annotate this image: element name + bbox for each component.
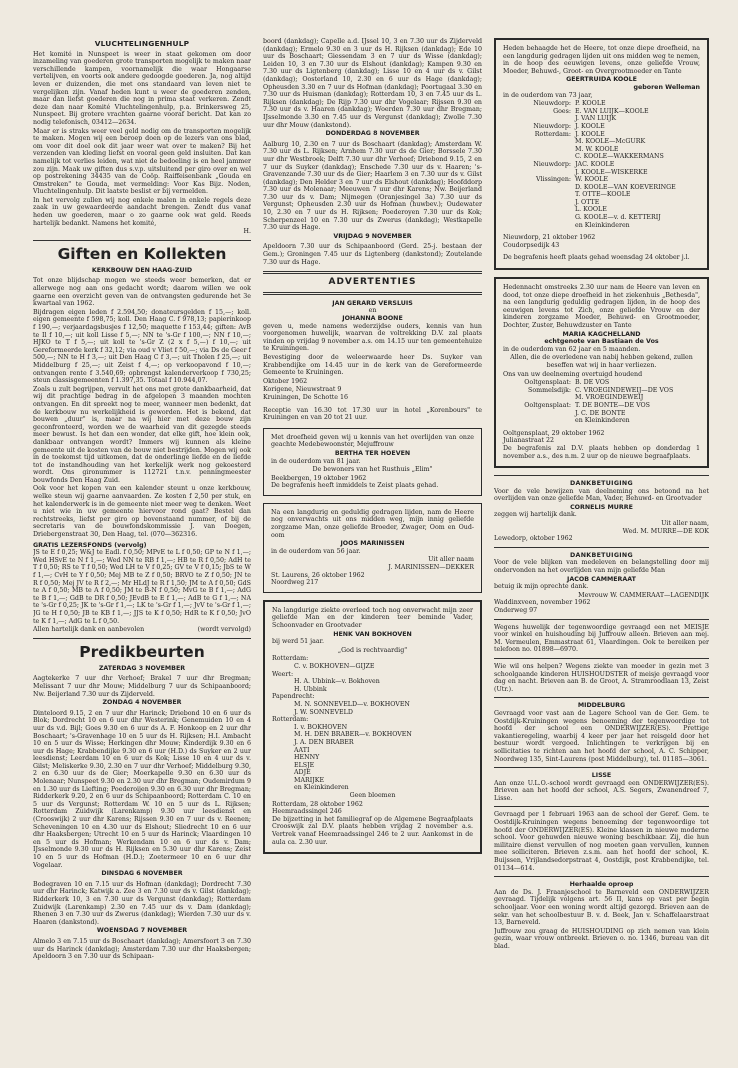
divider bbox=[494, 697, 709, 698]
burial: De begrafenis zal D.V. plaats hebben op donderdag 1 november a.s., des n.m. 2 uur op de nieuwe begraafplaats. bbox=[503, 444, 700, 460]
family-row: Ooltgensplaat: B. DE VOS bbox=[524, 379, 610, 387]
small-ad-title: Herhaalde oproep bbox=[569, 881, 634, 889]
age: in de ouderdom van 56 jaar. bbox=[271, 547, 361, 555]
paragraph: geven u, mede namens wederzijdse ouders, kennis van hun voorgenomen huwelijk, waarvan de voltrekking D.V. zal plaats vinden op vrijdag 9 november a.s. om 14.15 uur ten gemeentehuize te Kruiningen. bbox=[263, 322, 482, 353]
paragraph: Receptie van 16.30 tot 17.30 uur in hotel „Korenbours" te Kruiningen en van 20 tot 21 uur. bbox=[263, 406, 482, 422]
from: Mevrouw W. CAMMERAAT—LAGENDIJK bbox=[578, 591, 709, 599]
name: JOHANNA BOONE bbox=[342, 315, 403, 322]
paragraph: Bevestiging door de weleerwaarde heer Ds. Suyker van Krabbendijke om 14.45 uur in de kerk van de Gereformeerde Gemeente te Kruiningen. bbox=[263, 353, 482, 377]
paragraph: Voor de vele blijken van medeleven en belangstelling door mij ondervonden na het overlijden van mijn geliefde Man bbox=[494, 559, 709, 575]
subheading: GRATIS LEZERSFONDS (vervolg) bbox=[33, 541, 147, 549]
place: Lewedorp, oktober 1962 bbox=[494, 535, 573, 543]
place: Beekbergen, 19 oktober 1962 bbox=[271, 474, 367, 482]
burial: De begrafenis heeft inmiddels te Zeist plaats gehad. bbox=[271, 482, 439, 490]
place: Waddinxveen, november 1962 bbox=[494, 599, 591, 607]
announcement-death-ter-hoeven bbox=[263, 428, 482, 496]
age: in de ouderdom van 62 jaar en 5 maanden. bbox=[503, 345, 641, 353]
day-heading: WOENSDAG 7 NOVEMBER bbox=[96, 927, 188, 935]
paragraph: Maar er is straks weer veel geld nodig om de transporten mogelijk te maken. Mogen wij een beroep doen op de lezers van ons blad, om voor dit doel ook dit jaar weer wat over te maken? Bij het verzenden van kleding liefst en vooral geen geld insluiten. Dat kan namelijk tot verlies leiden, wat niet de bedoeling is en heel jammer zou zijn. Maak uw giften dus s.v.p. uitsluitend per giro over en wel op postrekening 34435 van de Coöp. Raiffeisenbank „Gouda en Omstreken" te Gouda, met vermelding: Voor Kas Bijz. Noden, Vluchtelingenhulp. Dit laatste beslist er bij vermelden. bbox=[33, 127, 251, 196]
conjunction: en bbox=[368, 307, 377, 315]
paragraph: Dinteloord 9.15, 2 en 7 uur dhr Harinck; Driebond 10 en 6 uur ds Blok; Dordrecht 10 en 6 uur dhr Westerink; Genemuiden 10 en 4 uur ds v.d. Bijl; Goes 9.30 en 6 uur ds A. F. Honkoop en 2 uur dhr Boschaart; 's-Gravenhage 10 en 5 uur ds H. Rijksen; H.I. Ambacht 10 en 5 uur ds Wisse; Herkingen dhr Mouw; Kinderdijk 9.30 en 6 uur ds Hage; Krabbendijke 9.30 en 6 uur (H.D.) ds Suyker en 2 uur leesdienst; Leerdam 10 en 6 uur ds Kok; Lisse 10 en 4 uur ds v. Gilst; Meliskerke 9.30, 2.30 en 7 uur dhr Verhoef; Middelburg 9.30, 2 en 6.30 uur ds de Gier; Moerkapelle 9.30 en 6.30 uur ds Molenaar; Nunspeet 9.30 en 2.30 uur dhr Bregman; Oudemirdum 9 en 1.30 uur ds Liefting; Poederoijen 9.30 en 6.30 uur dhr Bregman; Ridderkerk 9.20, 2 en 6 uur ds Schipaanboord; Rotterdam C. 10 en 5 uur ds Vergunst; Rotterdam W. 10 en 5 uur ds L. Rijksen; Rotterdam Zuidwijk (Larenkamp) 9.30 uur leesdienst en (Crooswijk) 2 uur dhr Karens; Rijssen 9.30 en 7 uur ds v. Reenen; Scheveningen 10 en 4.30 uur ds Elshout; Sliedrecht 10 en 6 uur dhr Haaksbergen; Utrecht 10 en 5 uur ds Harinck; Vlaardingen 10 en 5 uur ds Hofman; Werkendam 10 en 6 uur ds v. Dam; IJsselmonde 9.30 uur ds H. Rijksen en 5.30 uur dhr Karens; Zeist 10 en 5 uur ds Hofman (H.D.); Zoetermeer 10 en 6 uur dhr Vogelaar. bbox=[33, 709, 251, 869]
age: bij werd 51 jaar. bbox=[272, 638, 324, 646]
paragraph: Aagtekerke 7 uur dhr Verhoef; Brakel 7 uur dhr Bregman; Melissant 7 uur dhr Mouw; Middelburg 7 uur ds Schipaanboord; Nw. Beijerland 7.30 uur ds Zijderveld. bbox=[33, 675, 251, 698]
family-name: C. v. BOKHOVEN—GIJZE bbox=[294, 662, 375, 670]
small-ad-title: MIDDELBURG bbox=[577, 702, 626, 710]
subname: geboren Welleman bbox=[633, 83, 700, 91]
paragraph: Het komité in Nunspeet is weer in staat gekomen om door inzameling van goederen grote transporten mogelijk te maken naar verschillende kampen, voornamelijk die waar Hongaarse vertelijven, en voorts ook andere gedoogde goederen. Ja, nog altijd leven er duizenden, die met ons standaard van leven niet te vergelijken zijn. Vanaf heden kunt u weer de goederen zenden, maar dan liefst goederen die nog in prima staat verkeren. Zendt deze dan naar Komité Vluchtelingenhulp, p.a. Brinkersweg 25, Nunspeet. Bij grotere vrachten gaarne vooraf bericht. Dat kan zo nodig telefonisch, 03412—2634. bbox=[33, 50, 251, 126]
family-name: M. H. DEN BRABER—v. BOKHOVEN bbox=[294, 731, 412, 739]
announcement-death-koole bbox=[494, 38, 709, 270]
divider bbox=[494, 876, 709, 877]
small-ad-title: LISSE bbox=[591, 772, 612, 780]
closing-line bbox=[33, 626, 251, 634]
family-place: Weert: bbox=[272, 670, 294, 678]
family-name: en Kleinkinderen bbox=[294, 784, 349, 792]
family-row: Nieuwdorp: JAC. KOOLE J. KOOLE—WISKERKE bbox=[533, 160, 648, 176]
divider bbox=[494, 767, 709, 768]
family-name: H. Ubbink bbox=[294, 685, 327, 693]
place: Rotterdam, 28 oktober 1962 bbox=[272, 800, 363, 808]
day-heading: DINSDAG 6 NOVEMBER bbox=[101, 870, 183, 878]
no-flowers: Geen bloemen bbox=[349, 792, 396, 800]
place: Onderweg 97 bbox=[494, 607, 538, 614]
small-ad: Juffrouw zou graag de HUISHOUDING op zich nemen van klein gezin, waar vrouw ontbreekt. Brieven o. no. 1346, bureau van dit blad. bbox=[494, 927, 709, 950]
paragraph: Aalburg 10, 2.30 en 7 uur ds Boschaart (dankdag); Amsterdam W. 7.30 uur ds L. Rijksen; Arnhem 7.30 uur ds de Gier; Borssele 7.30 uur dhr Westbroek; Delft 7.30 uur dhr Verhoef; Driebond 9.15, 2 en 7 uur ds Suyker (dankdag); Enschede 7.30 uur ds v. Haaren; 's-Gravenzande 7.30 uur ds de Gier; Haarlem 3 en 7.30 uur ds v. Gilst (dankdag); Den Helder 3 en 7 uur ds Elshout (dankdag); Hoofddorp 7.30 uur ds Molenaar; Meeuwen 7 uur dhr Karens; Nw. Beijerland 7.30 uur ds v. Dam; Nijmegen (Oranjesingel 3a) 7.30 uur ds Vergunst; Opheusden 2.30 uur ds Hofman (huwbev.); Oudewater 10, 2.30 en 7 uur ds H. Rijksen; Poederoyen 7.30 uur ds Kok; Scherpenzeel 10 en 7.30 uur ds Zwerus (dankdag); Westkapelle 7.30 uur ds Hage. bbox=[263, 140, 482, 232]
section-title-vluchtelingenhulp: VLUCHTELINGENHULP bbox=[94, 39, 190, 48]
column-3 bbox=[494, 38, 709, 1028]
small-ad: Gevraagd per 1 februari 1963 aan de school der Geref. Gem. te Oostdijk-Kruiningen wegens benoeming der tegenwoordige tot hoofd der ONDERWIJZER(ES). Kleine klassen in nieuwe moderne school. Voor gehuwden nieuwe woning beschikbaar. Zij, die hun militaire dienst vervullen of nog moeten gaan vervullen, kunnen mee solliciteren. Brieven z.s.m. aan het hoofd der school, K. Buijssen, Vrijlandsedorpstraat 4, Oostdijk, post Krabbendijke, tel. 01134—614. bbox=[494, 811, 709, 872]
family-row: Ooltgensplaat: T. DE BONTE—DE VOS J. C. DE BONTE en Kleinkinderen bbox=[524, 401, 650, 425]
age: in de ouderdom van 73 jaar, bbox=[503, 91, 593, 99]
subname: echtgenote van Bastiaan de Vos bbox=[544, 338, 659, 346]
column-2 bbox=[263, 38, 482, 1028]
paragraph: betuig ik mijn oprechte dank. bbox=[494, 583, 589, 591]
family-name: MARIJKE bbox=[294, 776, 325, 784]
column-1 bbox=[33, 38, 251, 1028]
signature: H. bbox=[243, 228, 251, 236]
paragraph: Bijdragen eigen leden f 2.594,50; donateursgelden f 15,—; koll. eigen gemeente f 598,75; koll. Den Haag C. f 978,13; papierinkoop f 190,—; verjaardagsbusjes f 12,50; maquette f 153,44; giften: AvB te Il f 10,—; uit koll Lisse f 5,—; NN te 's-Gr f 100,—; NN f 10,—; HJKO te T f 5,—; uit koll te 's-Gr Z (2 x f 5,—) f 10,—; uit Gereformeerde kerk f 32,12; via oud v Vliet f 50,—; via Ds de Geer f 500,—; NN te H f 3,—; uit Den Haag C f 3,—; uit Tholen f 25,—; uit Middelburg f 25,—; uit Zeist f 4,—; op verkoopavond f 10,—; ontvangen rente f 3.540,69; opbrengst kalenderverkoop f 730,25; steun classisgemeenten f 1.397,35. Totaal f 10.944,07. bbox=[33, 308, 251, 385]
family-name: HENNY bbox=[294, 754, 320, 762]
small-ad: Gevraagd voor vast aan de Lagere School van de Ger. Gem. te Oostdijk-Kruiningen wegens benoeming der tegenwoordige tot hoofd der school een ONDERWIJZER(ES). Prettige vakantieregeling, waarbij 4 keer per jaar het reisgeld door het bestuur wordt vergoed. Inlichtingen te verkrijgen bij en sollicitaties te richten aan het hoofd der school, A. C. Schipper, Noordweg 135, Sint-Laurens (post Middelburg), tel. 01185—3061. bbox=[494, 709, 709, 763]
family-row: Rotterdam: J. KOOLE M. KOOLE—McGURK M. W. KOOLE C. KOOLE—WAKKERMANS bbox=[534, 130, 664, 161]
paragraph: Ook voor het kopen van een kalender steunt u onze kerkbouw, welke steun wij gaarne aanvaarden. Ze kosten f 2,50 per stuk, en het kalenderwerk is in de gemeente niet meer weg te denken. Weet u niet wie in uw gemeente hiervoor rond gaat? Bestel dan rechtstreeks, liefst per giro op bovenstaand nummer, of bij de secretaris van de bouwfondskommissie J. van Doegen, Driebergenstraat 30, Den Haag, tel. (070—362316. bbox=[33, 485, 251, 539]
divider bbox=[494, 547, 709, 548]
place: Nieuwdorp, 21 oktober 1962 bbox=[503, 234, 596, 242]
paragraph: Allen, die de overledene van nabij hebben gekend, zullen beseffen wat wij in haar verliezen. bbox=[510, 354, 693, 369]
small-ad: Aan de Ds. J. Fraanjeschool te Barneveld een ONDERWIJZER gevraagd. Tijdelijk volgens art. 56 II, kans op vast per begin schooljaar. Voor een woning wordt altijd gezorgd. Brieven aan de sekr. van het schoolbestuur B. v. d. Beek, Jan v. Schaffelaarstraat 13, Barneveld. bbox=[494, 888, 709, 927]
name: JACOB CAMMERAAT bbox=[567, 575, 636, 583]
address: Korigene, Nieuwstraat 9 bbox=[263, 386, 342, 394]
name: MARIA KAGCHELLAND bbox=[562, 330, 641, 338]
day-heading: ZONDAG 4 NOVEMBER bbox=[102, 699, 182, 707]
divider bbox=[263, 271, 482, 274]
paragraph: Bodegraven 10 en 7.15 uur ds Hofman (dankdag); Dordrecht 7.30 uur dhr Harinck; Katwijk a. Zee 3 en 7.30 uur ds v. Gilst (dankdag); Ridderkerk 10, 3 en 7.30 uur ds Vergunst (dankdag); Rotterdam Zuidwijk (Larenkamp) 2.30 en 7.45 uur ds v. Dam (dankdag); Rhenen 3 en 7.30 uur ds Zwerus (dankdag); Wierden 7.30 uur ds v. Haaren (dankstond). bbox=[33, 880, 251, 926]
from: De bewoners van het Rusthuis „Elim" bbox=[312, 466, 433, 474]
place: Heemraadssingel 246 bbox=[272, 808, 342, 816]
paragraph: Almelo 3 en 7.15 uur ds Boschaart (dankdag); Amersfoort 3 en 7.30 uur ds Harinck (dankdag); Amsterdam 7.30 uur dhr Haaksbergen; Apeldoorn 3 en 7.30 uur ds Schipaan- bbox=[33, 937, 251, 961]
age: in de ouderdom van 81 jaar. bbox=[271, 457, 361, 465]
day-heading: VRIJDAG 9 NOVEMBER bbox=[333, 232, 412, 240]
from: Uit aller naam, bbox=[661, 520, 709, 528]
from: Wed. M. MURRE—DE KOK bbox=[622, 527, 709, 535]
paragraph: Zoals u zult begrijpen, vervult het ons met grote dankbaarheid, dat wij dit prachtige bedrag in de afgelopen 3 maanden mochten ontvangen. En dit spreekt nog te meer, wanneer men bedenkt, dat de kerkbouw nu werkelijkheid is geworden. Het is bekend, dat bouwen „duur" is, maar na wij hier met deze bouw zijn geconfronteerd, worden we de waarheid van dit gezegde steeds meer bewust. Is het dan een wonder, dat elke gift, hoe klein ook, dankbaar ontvangen wordt? Immers wij kunnen als kleine gemeente uit de kosten van de bouw niet bestrijden. Mogen wij ook in de toekomst tijd uitkomen, dat de onderlinge liefde en de liefde tot de instandhouding van het kerkelijk werk nog gekoesterd wordt. Ons gironummer is 112721 t.n.v. penningmeester bouwfonds Den Haag Zuid. bbox=[33, 385, 251, 484]
divider bbox=[494, 806, 709, 807]
family-name: J. A. DEN BRABER bbox=[294, 738, 354, 746]
place: Ooltgensplaat, 29 oktober 1962 bbox=[503, 429, 605, 437]
family-name: AATI bbox=[294, 746, 310, 754]
day-heading: ZATERDAG 3 NOVEMBER bbox=[98, 664, 186, 672]
dankbetuiging-title: DANKBETUIGING bbox=[570, 480, 633, 488]
address: Kruiningen, De Schotte 16 bbox=[263, 393, 348, 401]
divider bbox=[494, 658, 709, 659]
family-place: Papendrecht: bbox=[272, 693, 315, 701]
closing-right: (wordt vervolgd) bbox=[197, 626, 251, 634]
divider bbox=[494, 475, 709, 476]
paragraph: Heden behaagde het de Heere, tot onze diepe droefheid, na een langdurig gedragen lijden uit ons midden weg te nemen, in de hoop des eeuwigen levens, onze geliefde Vrouw, Moeder, Behuwd-, Groot- en Overgrootmoeder en Tante bbox=[503, 45, 700, 75]
family-row: Sommelsdijk: C. VROEGINDEWEIJ—DE VOS M. VROEGINDEWEIJ bbox=[528, 386, 674, 402]
family-row: Nieuwdorp: J. KOOLE bbox=[533, 122, 605, 130]
small-ad: Aan onze U.L.O.-school wordt gevraagd een ONDERWIJZER(ES). Brieven aan het hoofd der school, A.S. Segers, Zwanendreef 7, Lisse. bbox=[494, 779, 709, 802]
family-name: ADJE bbox=[294, 769, 311, 777]
small-ad: Wie wil ons helpen? Wegens ziekte van moeder in gezin met 3 schoolgaande kinderen HUISHOUDSTER of meisje gevraagd voor dag en nacht. Brieven aan B. de Groot, A. Stramroodlaan 13, Zeist (Utr.). bbox=[494, 662, 709, 693]
paragraph: JS te E f 0,25; W&J te Eadl. f 0,50; MPvE te L f 0,50; GP te N f 1,—; Wed HSvE te N f 1,—; Wed NN te RB f 1,—; HB te R f 0,50; AdH te T f 0,50; RS te T f 0,50; Wed LH te V f 0,25; GV te V f 0,15; JbS te W f 1,—; CvH te Y f 0,50; Mej MB te Z f 0,50; BRVO te Z f 0,50; JN te R f 0,50; Mej JV te R f 2,—; Mr HLdJ te R f 1,50; JM te A f 0,50; GdS te A f 0,50; MB te A f 0,50; JM te B-N f 0,50; MvG te B f 1,—; AdG te B f 1,—; GdB te DR f 0,50; JEvdB te E f 1,—; AdB te G f 1,—; NA te 's-Gr f 0,25; JK te 's-Gr f 1,—; LK te 's-Gr f 1,—; JvV te 's-Gr f 1,—; JG te H f 0,50; JB te KB f 1,—; JJS te K f 0,50; HdR te K f 0,50; JvO te K f 1,—; AdG te L f 0,50. bbox=[33, 549, 251, 625]
small-ad: Wegens huwelijk der tegenwoordige gevraagd een net MEISJE voor winkel en huishouding bij Juffrouw alleen. Brieven aan mej. M. Vermeulen, Emmastraat 61, Vlaardingen. Ook te bereiken per telefoon no. 01898—6970. bbox=[494, 623, 709, 654]
burial: De begrafenis heeft plaats gehad woensdag 24 oktober j.l. bbox=[503, 254, 690, 262]
section-title-giften: Giften en Kollekten bbox=[57, 244, 227, 263]
announcement-death-van-bokhoven bbox=[263, 600, 482, 854]
name: HENK VAN BOKHOVEN bbox=[333, 630, 412, 638]
paragraph: Apeldoorn 7.30 uur ds Schipaanboord (Gerd. 25-j. bestaan der Gem.); Groningen 7.45 uur ds Ligtenberg (dankstond); Zoutelande 7.30 uur ds Hage. bbox=[263, 243, 482, 266]
announcement-death-kagchelland bbox=[494, 277, 709, 468]
family-row: Vlissingen: W. KOOLE D. KOOLE—VAN KOEVERINGE T. OTTE—KOOLE J. OTTE L. KOOLE G. KOOLE—v. d. KETTERIJ en Kleinkinderen bbox=[535, 176, 676, 229]
name: CORNELIS MURRE bbox=[570, 503, 633, 511]
name: BERTHA TER HOEVEN bbox=[334, 449, 411, 457]
name: JOOS MARINISSEN bbox=[340, 540, 405, 548]
section-title-advertenties: ADVERTENTIES bbox=[328, 277, 417, 288]
burial: De bijzetting in het familiegraf op de Algemene Begraafplaats Crooswijk zal D.V. plaats hebben vrijdag 2 november a.s. Vertrek vanaf Heemraadssingel 246 te 2 uur. Aankomst in de aula ca. 2.30 uur. bbox=[272, 815, 473, 846]
divider bbox=[33, 240, 251, 241]
family-place: Rotterdam: bbox=[272, 716, 309, 724]
paragraph: Hedennacht omstreeks 2.30 uur nam de Heere van leven en dood, tot onze diepe droefheid in het ziekenhuis „Bethesda", na een langdurig geduldig gedragen lijden, in de hoop des eeuwigen levens tot Zich, onze geliefde Vrouw en der kinderen zorgzame Moeder, Behuwd- en Grootmoeder, Dochter, Zuster, Behuwdzuster en Tante bbox=[503, 284, 700, 329]
divider bbox=[494, 619, 709, 620]
from: Uit aller naam bbox=[428, 556, 474, 564]
family-name: I. v. BOKHOVEN bbox=[294, 723, 348, 731]
closing-left: Allen hartelijk dank en aanbevolen bbox=[33, 626, 145, 634]
from: J. MARINISSEN—DEKKER bbox=[388, 564, 474, 572]
place: Noordweg 217 bbox=[271, 579, 319, 587]
subheading: KERKBOUW DEN HAAG-ZUID bbox=[91, 266, 193, 274]
family-name: J. W. SONNEVELD bbox=[294, 708, 353, 716]
day-heading: DONDERDAG 8 NOVEMBER bbox=[325, 130, 420, 138]
announcement-wedding bbox=[263, 300, 482, 422]
divider bbox=[33, 638, 251, 639]
place: St. Laurens, 26 oktober 1962 bbox=[271, 571, 365, 579]
paragraph: Met droefheid geven wij u kennis van het overlijden van onze geachte Medebewoonster, Mejuffrouw bbox=[271, 433, 474, 449]
place: Julianastraat 22 bbox=[503, 437, 554, 445]
paragraph: Tot onze blijdschap mogen we steeds weer bemerken, dat er allerwege nog aan ons gedacht wordt; daarom willen we ook gaarne een overzicht geven van de ontvangsten gedurende het 3e kwartaal van 1962. bbox=[33, 277, 251, 308]
family-name: ELSJE bbox=[294, 761, 315, 769]
quote: „God is rechtvaardig" bbox=[337, 646, 408, 654]
paragraph: Ons van uw deelneming overtuigd houdend bbox=[503, 370, 643, 378]
divider bbox=[263, 292, 482, 295]
name: GEERTRUIDA KOOLE bbox=[566, 76, 637, 84]
paragraph: boord (dankdag); Capelle a.d. IJssel 10, 3 en 7.30 uur ds Zijderveld (dankdag); Ermelo 9.30 en 3 uur ds H. Rijksen (dankdag); Ede 10 uur ds Boschaart; Giessendam 3 en 7 uur ds Wisse (dankdag); Leiden 10, 3 en 7.30 uur ds Elshout (dankdag); Kampen 9.30 en 7.30 uur ds Ligtenberg (dankdag); Lisse 10 en 4 uur ds v. Gilst (dankdag); Oosterland 10, 2.30 en 6 uur ds Hage (dankdag); Opheusden 3.30 en 7 uur ds Hofman (dankdag); Poortugaal 3.30 en 7.30 uur ds Huisman (dankdag); Rotterdam 10, 3 en 7.45 uur ds L. Rijksen (dankdag); De Rijp 7.30 uur dhr Vogelaar; Rijssen 9.30 en 7.30 uur ds v. Haaren (dankdag); Woerden 7.30 uur dhr Bregman; IJsselmonde 3.30 en 7.45 uur ds Vergunst (dankdag); Zwolle 7.30 uur dhr Mouw (dankstond). bbox=[263, 38, 482, 129]
section-title-predikbeurten: Predikbeurten bbox=[79, 642, 205, 661]
paragraph: Voor de vele bewijzen van deelneming ons betoond na het overlijden van onze geliefde Man, Vader, Behuwd- en Grootvader bbox=[494, 487, 709, 503]
name: JAN GERARD VERSLUIS bbox=[332, 299, 413, 307]
dankbetuiging-title: DANKBETUIGING bbox=[570, 551, 633, 559]
paragraph: Na langdurige ziekte overleed toch nog onverwacht mijn zeer geliefde Man en der kinderen teer beminde Vader, Schoonvader en Grootvader bbox=[272, 606, 473, 629]
family-name: M. N. SONNEVELD—v. BOKHOVEN bbox=[294, 700, 410, 708]
paragraph: Na een langdurig en geduldig gedragen lijden, nam de Heere nog onverwachts uit ons midden weg, mijn innig geliefde zorgzame Man, onze geliefde Broeder, Zwager, Oom en Oud-oom bbox=[271, 508, 474, 539]
date: Oktober 1962 bbox=[263, 377, 308, 385]
paragraph: zeggen wij hartelijk dank. bbox=[494, 511, 577, 519]
announcement-death-marinissen bbox=[263, 503, 482, 593]
family-place: Rotterdam: bbox=[272, 655, 309, 663]
family-row: Goes: E. VAN LUIJK—KOOLE J. VAN LUIJK bbox=[553, 107, 649, 123]
paragraph: In het vervolg zullen wij nog enkele malen in enkele regels deze zaak in uw gewaardeerde aandacht brengen. Zendt dus vanaf heden uw goederen, maar o zo gaarne ook wat geld. Reeds hartelijk bedankt. Namens het komité, bbox=[33, 196, 251, 227]
place: Coudorpsedijk 43 bbox=[503, 241, 560, 249]
family-row: Nieuwdorp: P. KOOLE bbox=[533, 100, 606, 108]
family-name: H. A. Ubbink—v. Bokhoven bbox=[294, 678, 380, 686]
